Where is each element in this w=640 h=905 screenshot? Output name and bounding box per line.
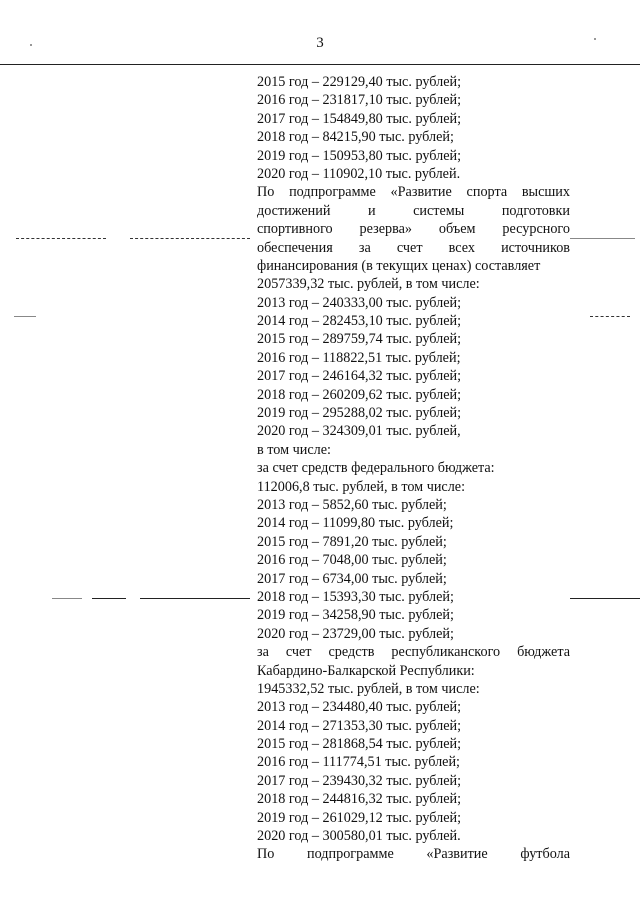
text-line: 2015 год – 7891,20 тыс. рублей; bbox=[257, 533, 447, 550]
text-line: 2019 год – 34258,90 тыс. рублей; bbox=[257, 607, 454, 624]
text-line: 2015 год – 229129,40 тыс. рублей; bbox=[257, 74, 462, 90]
text-line: 2019 год – 150953,80 тыс. рублей; bbox=[257, 147, 462, 164]
text-line: 2018 год – 84215,90 тыс. рублей; bbox=[257, 129, 454, 146]
left-rule-dashed-2 bbox=[130, 238, 250, 239]
text-line: 2020 год – 324309,01 тыс. рублей, bbox=[257, 423, 461, 440]
left-rule-lower bbox=[52, 598, 82, 599]
text-line: 2019 год – 295288,02 тыс. рублей; bbox=[257, 405, 462, 422]
text-line: 2018 год – 244816,32 тыс. рублей; bbox=[257, 791, 462, 808]
document-body bbox=[257, 73, 570, 864]
text-line: 2016 год – 111774,51 тыс. рублей; bbox=[257, 754, 460, 771]
text-line: 2017 год – 246164,32 тыс. рублей; bbox=[257, 368, 462, 385]
text-line: 2015 год – 289759,74 тыс. рублей; bbox=[257, 331, 462, 348]
text-line: за счет средств республиканского бюджета bbox=[257, 644, 570, 661]
text-line: 2019 год – 261029,12 тыс. рублей; bbox=[257, 809, 462, 826]
text-line: 2018 год – 15393,30 тыс. рублей; bbox=[257, 588, 454, 605]
text-line: 2017 год – 239430,32 тыс. рублей; bbox=[257, 772, 462, 789]
text-line: 2016 год – 231817,10 тыс. рублей; bbox=[257, 92, 462, 109]
text-line: 1945332,52 тыс. рублей, в том числе: bbox=[257, 680, 480, 697]
text-line: 2014 год – 282453,10 тыс. рублей; bbox=[257, 313, 462, 330]
page-number: 3 bbox=[316, 35, 324, 51]
text-line: спортивного резерва» объем ресурсного bbox=[257, 221, 570, 238]
text-line: 2017 год – 154849,80 тыс. рублей; bbox=[257, 110, 462, 127]
left-rule-dashed bbox=[16, 238, 106, 239]
scan-speck bbox=[30, 44, 32, 46]
left-rule-lower-2 bbox=[92, 598, 126, 599]
text-line: 2013 год – 234480,40 тыс. рублей; bbox=[257, 699, 462, 716]
text-line: 2014 год – 11099,80 тыс. рублей; bbox=[257, 515, 454, 532]
right-rule-short bbox=[590, 316, 630, 317]
text-line: 2020 год – 300580,01 тыс. рублей. bbox=[257, 828, 461, 845]
header-rule bbox=[0, 64, 640, 65]
text-line: 112006,8 тыс. рублей, в том числе: bbox=[257, 478, 466, 495]
right-rule-stub bbox=[570, 238, 635, 239]
text-line: 2018 год – 260209,62 тыс. рублей; bbox=[257, 386, 462, 403]
text-line: 2016 год – 7048,00 тыс. рублей; bbox=[257, 552, 447, 569]
text-line: финансирования (в текущих ценах) составляет bbox=[257, 257, 541, 274]
text-line: По подпрограмме «Развитие спорта высших bbox=[257, 184, 570, 201]
text-line: 2016 год – 118822,51 тыс. рублей; bbox=[257, 349, 461, 366]
left-rule-lower-3 bbox=[140, 598, 250, 599]
text-line: обеспечения за счет всех источников bbox=[257, 239, 570, 256]
text-line: По подпрограмме «Развитие футбола bbox=[257, 846, 570, 863]
text-line: в том числе: bbox=[257, 441, 331, 458]
text-line: 2020 год – 23729,00 тыс. рублей; bbox=[257, 625, 454, 642]
text-line: за счет средств федерального бюджета: bbox=[257, 460, 495, 477]
text-line: 2057339,32 тыс. рублей, в том числе: bbox=[257, 276, 480, 293]
text-line: 2020 год – 110902,10 тыс. рублей. bbox=[257, 165, 461, 182]
scan-speck bbox=[594, 38, 596, 40]
text-line: 2013 год – 240333,00 тыс. рублей; bbox=[257, 294, 462, 311]
text-line: Кабардино-Балкарской Республики: bbox=[257, 662, 475, 679]
text-line: 2015 год – 281868,54 тыс. рублей; bbox=[257, 736, 462, 753]
text-line: 2014 год – 271353,30 тыс. рублей; bbox=[257, 717, 462, 734]
text-line: 2017 год – 6734,00 тыс. рублей; bbox=[257, 570, 447, 587]
right-rule-lower bbox=[570, 598, 640, 599]
text-line: достижений и системы подготовки bbox=[257, 202, 570, 219]
text-line: 2013 год – 5852,60 тыс. рублей; bbox=[257, 496, 447, 513]
left-rule-short bbox=[14, 316, 36, 317]
